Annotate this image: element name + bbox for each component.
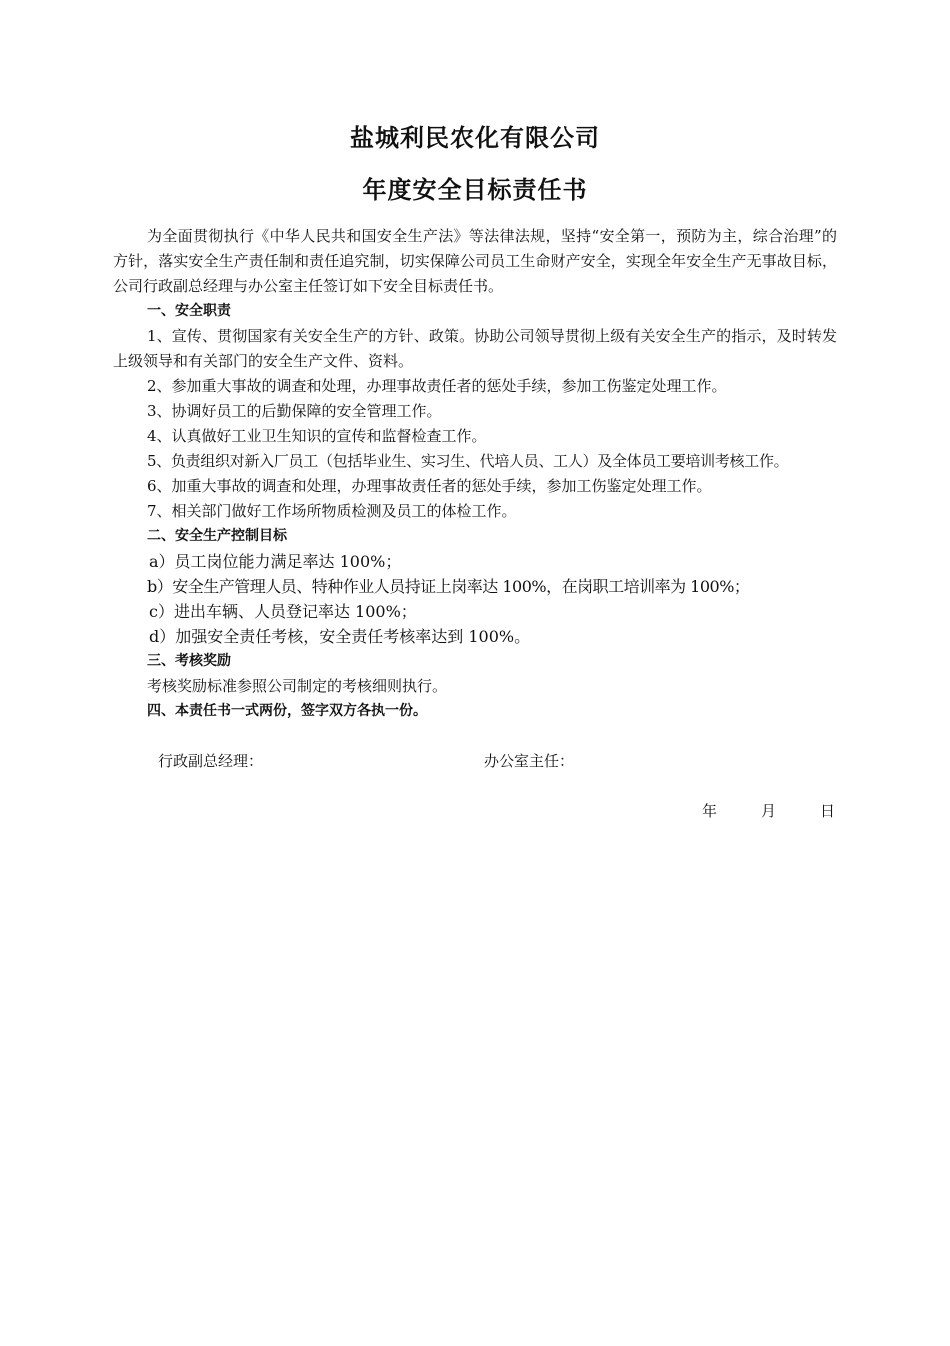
- section2-heading: 二、安全生产控制目标: [147, 528, 287, 544]
- signature-left-label: 行政副总经理：: [158, 752, 264, 770]
- duty-item: 3、协调好员工的后勤保障的安全管理工作。: [147, 402, 442, 420]
- signature-right-label: 办公室主任：: [484, 752, 575, 770]
- duty-item: 1、宣传、贯彻国家有关安全生产的方针、政策。协助公司领导贯彻上级有关安全生产的指示，及时转发上级领导和有关部门的安全生产文件、资料。: [113, 327, 837, 370]
- intro-paragraph: 为全面贯彻执行《中华人民共和国安全生产法》等法律法规，坚持“安全第一，预防为主，综合治理”的方针，落实安全生产责任制和责任追究制，切实保障公司员工生命财产安全，实现全年安全生产无事故目标，公司行政副总经理与办公室主任签订如下安全目标责任书。: [113, 227, 837, 295]
- document-body: [113, 224, 837, 724]
- section3-heading: 三、考核奖励: [147, 653, 231, 669]
- duty-item: 4、认真做好工业卫生知识的宣传和监督检查工作。: [147, 427, 487, 445]
- target-item: c）进出车辆、人员登记率达 100%；: [149, 602, 417, 621]
- target-item: b）安全生产管理人员、特种作业人员持证上岗率达 100%，在岗职工培训率为 100%；: [147, 577, 750, 596]
- company-name: 盐城利民农化有限公司: [350, 124, 600, 152]
- target-item: d）加强安全责任考核，安全责任考核率达到 100%。: [149, 627, 531, 646]
- date-year: 年: [702, 802, 718, 820]
- date-day: 日: [820, 802, 836, 820]
- duty-item: 5、负责组织对新入厂员工（包括毕业生、实习生、代培人员、工人）及全体员工要培训考核工作。: [147, 452, 789, 470]
- duty-item: 6、加重大事故的调查和处理，办理事故责任者的惩处手续，参加工伤鉴定处理工作。: [147, 477, 712, 495]
- section1-heading: 一、安全职责: [147, 303, 231, 319]
- target-item: a）员工岗位能力满足率达 100%；: [149, 552, 402, 571]
- duty-item: 2、参加重大事故的调查和处理，办理事故责任者的惩处手续，参加工伤鉴定处理工作。: [147, 377, 727, 395]
- document-title: 年度安全目标责任书: [362, 176, 588, 204]
- section3-text: 考核奖励标准参照公司制定的考核细则执行。: [147, 677, 448, 695]
- duty-item: 7、相关部门做好工作场所物质检测及员工的体检工作。: [147, 502, 517, 520]
- section4-heading: 四、本责任书一式两份，签字双方各执一份。: [147, 703, 427, 719]
- date-month: 月: [761, 802, 777, 820]
